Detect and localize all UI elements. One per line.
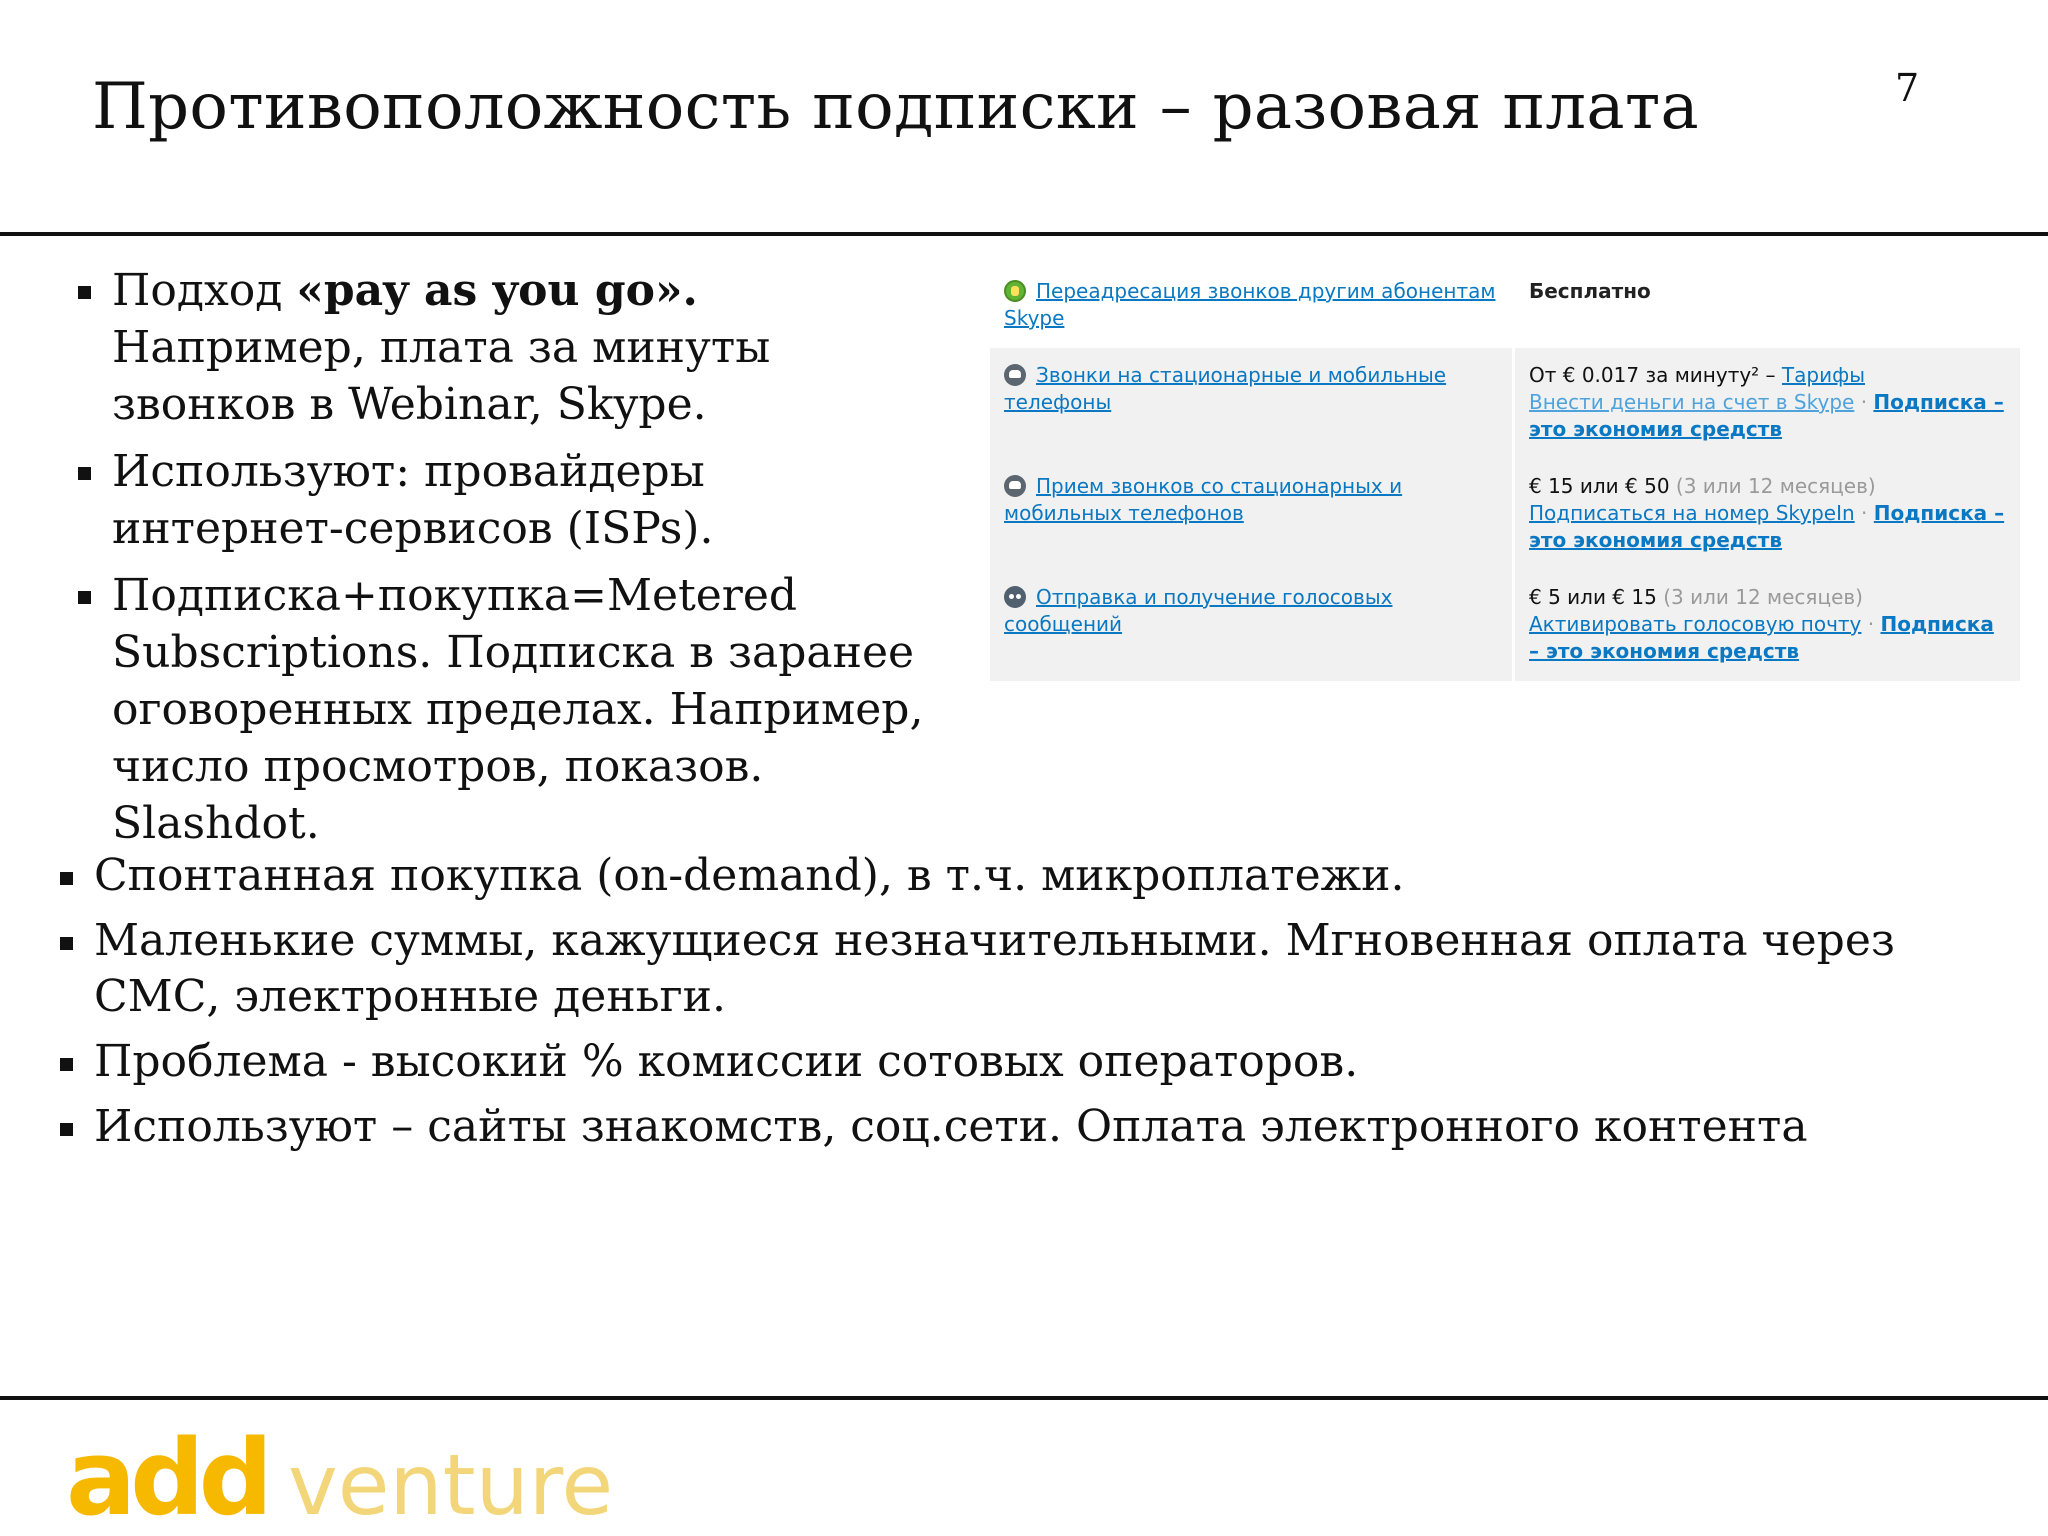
feature-link-voicemail[interactable]: Отправка и получение голосовых сообщений [1004,585,1393,636]
top-divider [0,232,2048,236]
addventure-logo [66,1430,626,1530]
bullet-square-icon [60,1058,73,1071]
list-item [94,1099,1994,1155]
list-item [112,567,932,852]
bullet-square-icon [60,937,73,950]
subscription-promo-link[interactable]: Подписка – это экономия средств [1529,390,2004,441]
add-credit-link[interactable]: Внести деньги на счет в Skype [1529,390,1855,414]
feature-cell [990,570,1514,681]
separator-dot: · [1867,612,1875,636]
list-item [112,443,932,557]
bullet-text-suffix: Например, плата за минуты звонков в Webinar, Skype. [112,322,771,430]
price-cell [1514,264,2021,348]
skypein-subscribe-link[interactable]: Подписаться на номер SkypeIn [1529,501,1855,525]
bullet-square-icon [78,286,91,299]
price-text: От € 0.017 за минуту² – [1529,363,1782,387]
list-item [94,848,1994,904]
bullet-square-icon [78,591,91,604]
price-free-label: Бесплатно [1529,279,1651,303]
price-text: € 5 или € 15 [1529,585,1657,609]
bullet-text: Проблема - высокий % комиссии сотовых операторов. [94,1036,1359,1087]
left-bullet-list [112,262,932,862]
voicemail-icon [1004,586,1026,608]
feature-link-incoming[interactable]: Прием звонков со стационарных и мобильных телефонов [1004,474,1403,525]
page-number: 7 [1895,66,1920,110]
phone-out-icon [1004,364,1026,386]
bullet-text-bold: «pay as you go». [296,265,698,316]
bottom-divider [0,1396,2048,1400]
voicemail-activate-link[interactable]: Активировать голосовую почту [1529,612,1862,636]
logo-add-text: add [66,1430,268,1530]
table-row [990,459,2020,570]
separator-dot: · [1860,390,1868,414]
bullet-text: Подписка+покупка=Metered Subscriptions. Подписка в заранее оговоренных пределах. Например, число просмотров, показов. Slashdot. [112,570,924,849]
separator-dot: · [1861,501,1868,525]
list-item [94,913,1994,1025]
bullet-square-icon [78,467,91,480]
bullet-square-icon [60,1123,73,1136]
bullet-text-prefix: Подход [112,265,297,316]
feature-cell [990,264,1514,348]
slide-title: Противоположность подписки – разовая плата [92,70,1700,144]
list-item [112,262,932,433]
feature-link-calls[interactable]: Звонки на стационарные и мобильные телефоны [1004,363,1447,414]
price-cell [1514,459,2021,570]
phone-in-icon [1004,475,1026,497]
table-row [990,348,2020,459]
feature-cell [990,348,1514,459]
bullet-square-icon [60,872,73,885]
skype-pricing-table [990,264,2020,681]
price-period: (3 или 12 месяцев) [1656,585,1863,609]
call-forward-icon [1004,280,1026,302]
bullet-text: Используют: провайдеры интернет-сервисов (ISPs). [112,446,714,554]
feature-link-forwarding[interactable]: Переадресация звонков другим абонентам Skype [1004,279,1496,330]
subscription-promo-link[interactable]: Подписка – это экономия средств [1529,612,1994,663]
logo-venture-text: venture [288,1436,614,1530]
bottom-bullet-list [94,848,1994,1164]
rates-link[interactable]: Тарифы [1781,363,1865,387]
price-cell [1514,348,2021,459]
price-text: € 15 или € 50 [1529,474,1670,498]
price-period: (3 или 12 месяцев) [1669,474,1876,498]
bullet-text: Маленькие суммы, кажущиеся незначительными. Мгновенная оплата через СМС, электронные деньги. [94,915,1895,1022]
list-item [94,1034,1994,1090]
feature-cell [990,459,1514,570]
bullet-text: Спонтанная покупка (on-demand), в т.ч. микроплатежи. [94,850,1405,901]
subscription-promo-link[interactable]: Подписка – это экономия средств [1529,501,2005,552]
table-row [990,570,2020,681]
price-cell [1514,570,2021,681]
table-row [990,264,2020,348]
bullet-text: Используют – сайты знакомств, соц.сети. Оплата электронного контента [94,1101,1808,1152]
